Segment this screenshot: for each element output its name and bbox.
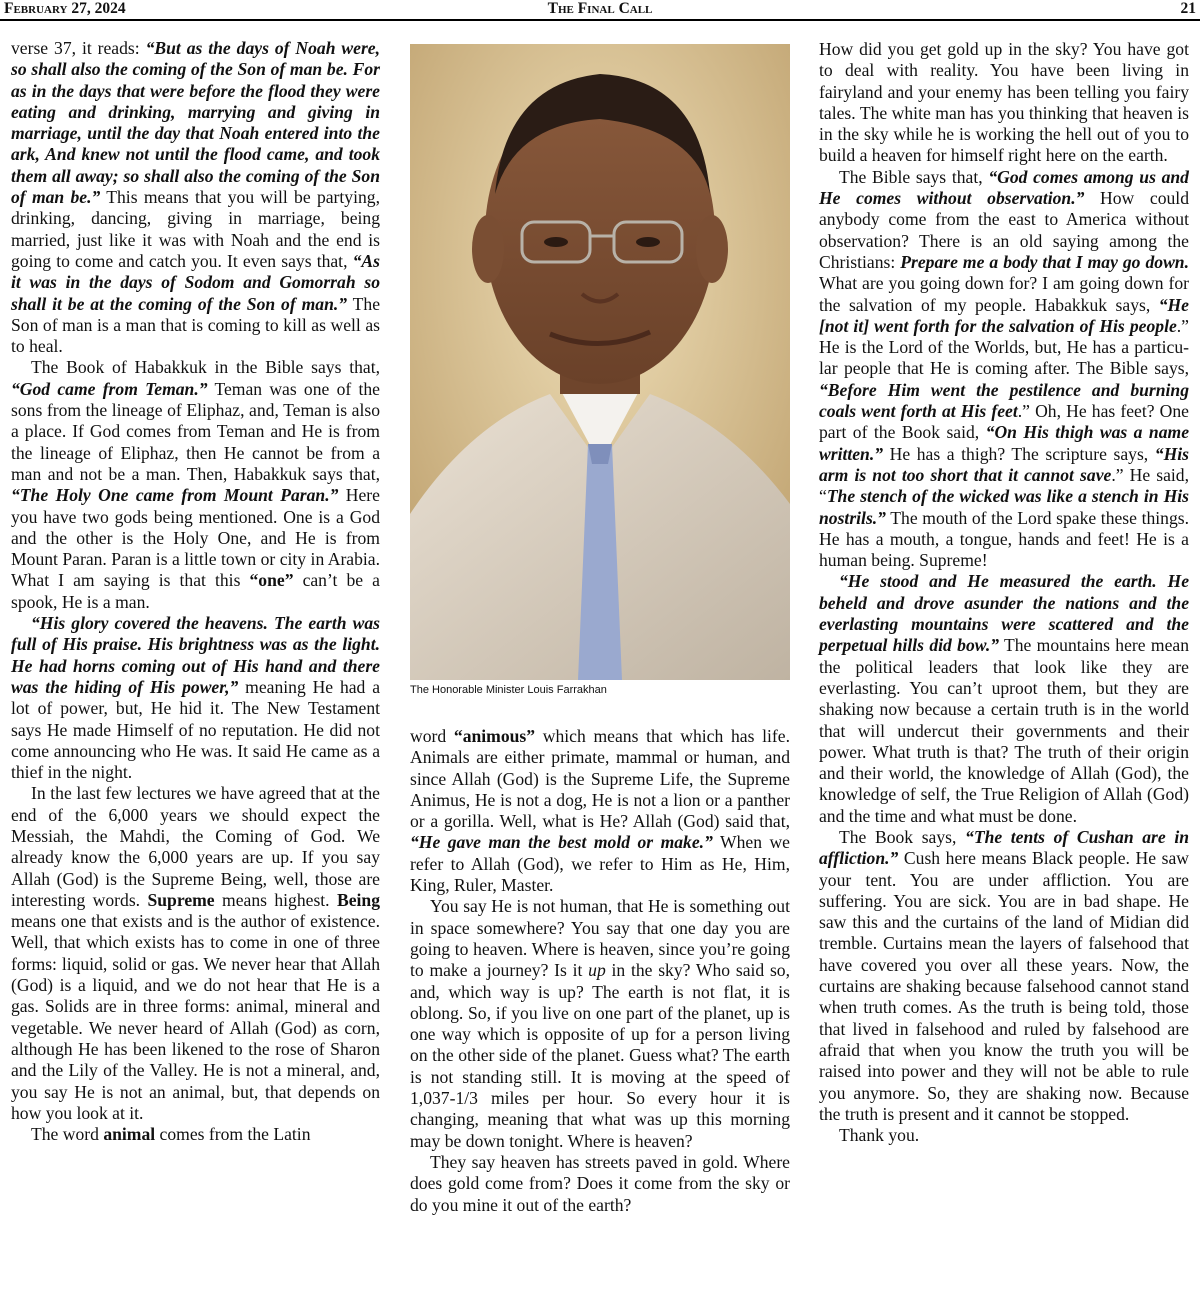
paragraph: [11, 38, 380, 357]
text-run: comes from the Latin: [155, 1124, 311, 1145]
text-run: .” He said, “: [819, 464, 1189, 507]
portrait-photo: [410, 44, 790, 680]
article-column-1: [11, 38, 380, 1145]
page-number: 21: [1180, 0, 1196, 17]
text-run: .” He is the Lord of the Worlds, but, He has a particular people that He is coming after. The Bible says,: [819, 315, 1189, 379]
text-run: “But as the days of Noah were, so shall also the coming of the Son of man be. For as in the days that were before the flood they were eating and drinking, marrying and giving in marriage, until the day that Noah entered into the ark, And knew not until the flood came, and took them all away; so shall also the coming of the Son of man be.”: [11, 38, 380, 208]
text-run: The Bible says that,: [839, 166, 989, 187]
text-run: They say heaven has streets paved in gold. Where does gold come from? Does it come from the sky or do you mine it out of the earth?: [410, 1151, 790, 1215]
text-run: in the sky? Who said so, and, which way is up? The earth is not flat, it is oblong. So, if you live on one part of the planet, up is one way which is opposite of up for a person living on the other side of the planet. Guess what? The earth is not standing still. It is moving at the speed of 1,037-1/3 miles per hour. So every hour it is changing, meaning that what was up this morning may be down tonight. Where is heaven?: [410, 960, 790, 1151]
text-run: “The tents of Cushan are in affliction.”: [819, 826, 1189, 869]
article-column-2: [410, 726, 790, 1216]
paragraph: [819, 571, 1189, 827]
text-run: Cush here means Black people. He saw your tent. You are under affliction. You are suffering. You are sick. You are in bad shape. He saw this and the curtains of the land of Midian did tremble. Curtains mean the layers of falsehood that have covered you over all these years. Now, the curtains are shaking because falsehood cannot stand when truth comes. As the truth is being told, those that lived in falsehood and ruled by falsehood are afraid that when you know the truth you will be raised into power and they will not be able to rule you anymore. So, they are shaking now. Because the truth is present and it cannot be stopped.: [819, 848, 1189, 1124]
text-run: The word: [31, 1124, 104, 1145]
text-run: “He stood and He measured the earth. He beheld and drove asunder the nations and the everlasting mountains were scattered and the perpetual hills did bow.”: [819, 571, 1189, 656]
text-run: “His arm is not too short that it cannot save: [819, 443, 1189, 485]
text-run: “God came from Teman.”: [11, 378, 208, 399]
text-run: This means that you will be partying, drinking, dancing, giving in marriage, being married, just like it was with Noah and the end is going to come and catch you. It even says that,: [11, 187, 380, 271]
text-run: can’t be a spook, He is a man.: [11, 570, 380, 612]
text-run: up: [588, 960, 606, 981]
publication-name: The Final Call: [547, 0, 653, 17]
text-run: Here you have two gods being mentioned. One is a God and the other is the Holy One, and He is from Mount Paran. Paran is a little town or city in Arabia. What I am saying is that this: [11, 485, 380, 591]
text-run: In the last few lectures we have agreed that at the end of the 6,000 years we should expect the Messiah, the Mahdi, the Coming of God. We already know the 6,000 years are up. If you say Allah (God) is the Supreme Being, well, those are interesting words.: [11, 783, 380, 910]
text-run: “On His thigh was a name written.”: [819, 422, 1190, 464]
text-run: animal: [103, 1124, 156, 1145]
paragraph: [819, 827, 1189, 1125]
portrait-illustration: [410, 44, 790, 680]
text-run: The stench of the wicked was like a stench in His nostrils.”: [819, 486, 1189, 528]
paragraph: [410, 1152, 790, 1216]
text-run: Being: [336, 889, 380, 910]
text-run: The Son of man is a man that is coming to kill as well as to heal.: [11, 293, 381, 357]
paragraph: [11, 613, 380, 783]
text-run: which means that which has life. Animals are either primate, mammal or human, and since Allah (God) is the Supreme Life, the Supreme Animus, He is not a dog, He is not a lion or a panther or a gorilla. Well, what is He? Allah (God) said that,: [410, 726, 790, 832]
text-run: meaning He had a lot of power, but, He hid it. The New Testament says He made Himself of no reputation. He did not come announcing who He was. It said He came as a thief in the night.: [11, 676, 380, 783]
text-run: verse 37, it reads:: [11, 38, 146, 58]
text-run: “God comes among us and He comes without observation.”: [819, 166, 1189, 209]
text-run: The Book of Habakkuk in the Bible says that,: [31, 357, 380, 378]
paragraph: [11, 357, 380, 613]
text-run: .” Oh, He has feet? One part of the Book said,: [819, 401, 1189, 443]
text-run: “animous”: [453, 726, 536, 746]
text-run: “The Holy One came from Mount Paran.”: [11, 485, 339, 506]
paragraph: [819, 39, 1189, 167]
text-run: “His glory covered the heavens. The earth was full of His praise. His brightness was as the light. He had horns coming out of His hand and there was the hiding of His power,”: [11, 613, 380, 697]
text-run: “As it was in the days of Sodom and Gomorrah so shall it be at the coming of the Son of man.”: [11, 250, 380, 314]
text-run: Thank you.: [839, 1125, 920, 1146]
text-run: What are you going down for? I am going down for the salvation of my people. Habakkuk says,: [819, 273, 1189, 315]
paragraph: [410, 896, 790, 1152]
text-run: “Before Him went the pestilence and burning coals went forth at His feet: [819, 379, 1189, 422]
text-run: How could anybody come from the east to America without observation? There is an old saying among the Christians:: [819, 188, 1189, 272]
paragraph: [819, 167, 1189, 572]
text-run: Prepare me a body that I may go down.: [900, 251, 1189, 272]
text-run: “one”: [249, 570, 294, 591]
article-column-3: [819, 39, 1189, 1146]
text-run: The mountains here mean the political leaders that look like they are everlasting. You can’t uproot them, but they are shaking now because a certain truth is in the world that will undercut their governments and their power. What truth is that? The truth of their origin and their world, the knowledge of Allah (God), the knowledge of self, the True Religion of Allah (God) and the time and what must be done.: [819, 635, 1189, 826]
paragraph: [819, 1125, 1189, 1146]
text-run: How did you get gold up in the sky? You have got to deal with reality. You have been living in fairyland and your enemy has been telling you fairy tales. The white man has you thinking that heaven is in the sky while he is working the hell out of you to build a heaven for himself right here on the earth.: [819, 39, 1189, 166]
text-run: Supreme: [147, 889, 215, 910]
paragraph: [11, 1124, 380, 1145]
text-run: You say He is not human, that He is something out in space somewhere? You say that one day you are going to heaven. Where is heaven, since you’re going to make a journey? Is it: [410, 896, 790, 981]
text-run: The mouth of the Lord spake these things. He has a mouth, a tongue, hands and feet! He is a human being. Supreme!: [819, 507, 1189, 571]
text-run: “He [not it] went forth for the salvation of His people: [819, 294, 1189, 336]
text-run: He has a thigh? The scripture says,: [883, 443, 1155, 464]
text-run: When we refer to Allah (God), we refer to Him as He, Him, King, Ruler, Master.: [410, 832, 790, 896]
text-run: word: [410, 726, 454, 746]
issue-date: February 27, 2024: [4, 0, 126, 17]
text-run: Teman was one of the sons from the lineage of Eliphaz, and, Teman is also a place. If God comes from Teman and He is from the lineage of Eliphaz, then He cannot be from a man and not be a man. Then, Habakkuk says that,: [11, 378, 380, 484]
text-run: “He gave man the best mold or make.”: [410, 832, 713, 853]
page-header: [0, 0, 1200, 21]
text-run: means highest.: [214, 889, 337, 910]
paragraph: [410, 726, 790, 896]
text-run: means one that exists and is the author of existence. Well, that which exists has to come in one of three forms: liquid, solid or gas. We never hear that Allah (God) is a liquid, and we do not hear that He is a gas. Solids are in three forms: animal, mineral and vegetable. We never heard of Allah (God) as corn, although He has been likened to the rose of Sharon and the Lily of the Valley. He is not a mineral, and, you say He is not an animal, but, that depends on how you look at it.: [11, 911, 380, 1123]
paragraph: [11, 783, 380, 1124]
photo-caption: The Honorable Minister Louis Farrakhan: [410, 684, 607, 696]
text-run: The Book says,: [839, 826, 966, 847]
